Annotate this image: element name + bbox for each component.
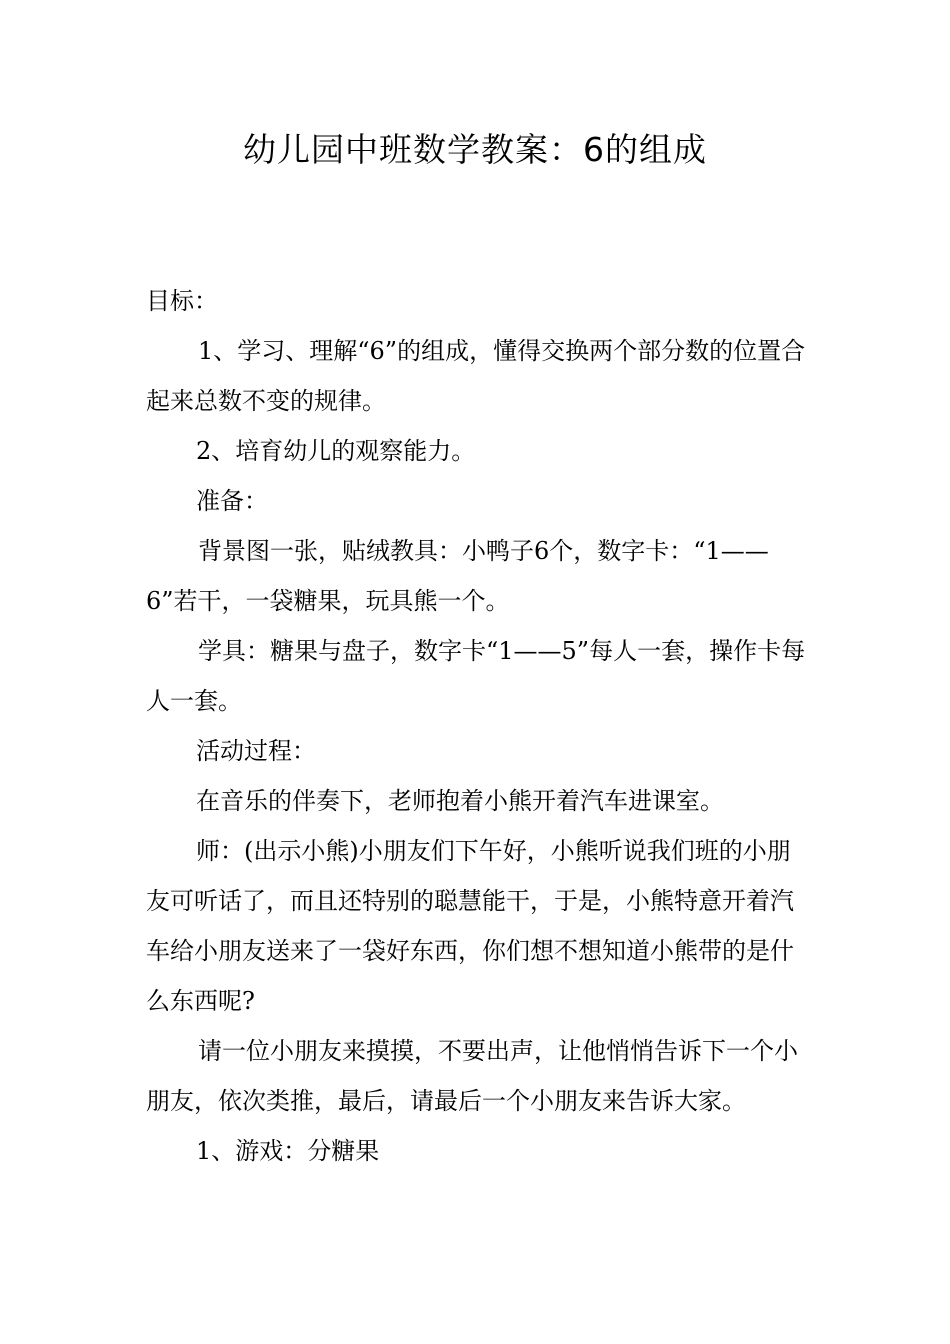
paragraph-prep-materials: 背景图一张，贴绒教具：小鸭子6个，数字卡：“1——6”若干，一袋糖果，玩具熊一个。 — [146, 537, 769, 615]
paragraph-teacher-speech: 师：(出示小熊)小朋友们下午好，小熊听说我们班的小朋友可听话了，而且还特别的聪慧能干，于是，小熊特意开着汽车给小朋友送来了一袋好东西，你们想不想知道小熊带的是什么东西呢? — [146, 837, 794, 1015]
paragraph-process-heading: 活动过程： — [196, 737, 316, 765]
paragraph-game-instructions: 请一位小朋友来摸摸，不要出声，让他悄悄告诉下一个小朋友，依次类推，最后，请最后一个小朋友来告诉大家。 — [146, 1037, 798, 1115]
paragraph-game-heading: 1、游戏：分糖果 — [196, 1137, 380, 1165]
paragraph-prep-tools: 学具：糖果与盘子，数字卡“1——5”每人一套，操作卡每人一套。 — [146, 637, 806, 715]
document-title: 幼儿园中班数学教案：6的组成 — [243, 130, 707, 169]
paragraph-goal-2: 2、培育幼儿的观察能力。 — [196, 437, 476, 465]
document-body — [146, 276, 810, 1176]
paragraph-goal-heading: 目标： — [146, 287, 218, 315]
paragraph-process-intro: 在音乐的伴奏下，老师抱着小熊开着汽车进课室。 — [196, 787, 724, 815]
paragraph-prep-heading: 准备： — [196, 487, 268, 515]
paragraph-goal-1: 1、学习、理解“6”的组成，懂得交换两个部分数的位置合起来总数不变的规律。 — [146, 337, 806, 415]
